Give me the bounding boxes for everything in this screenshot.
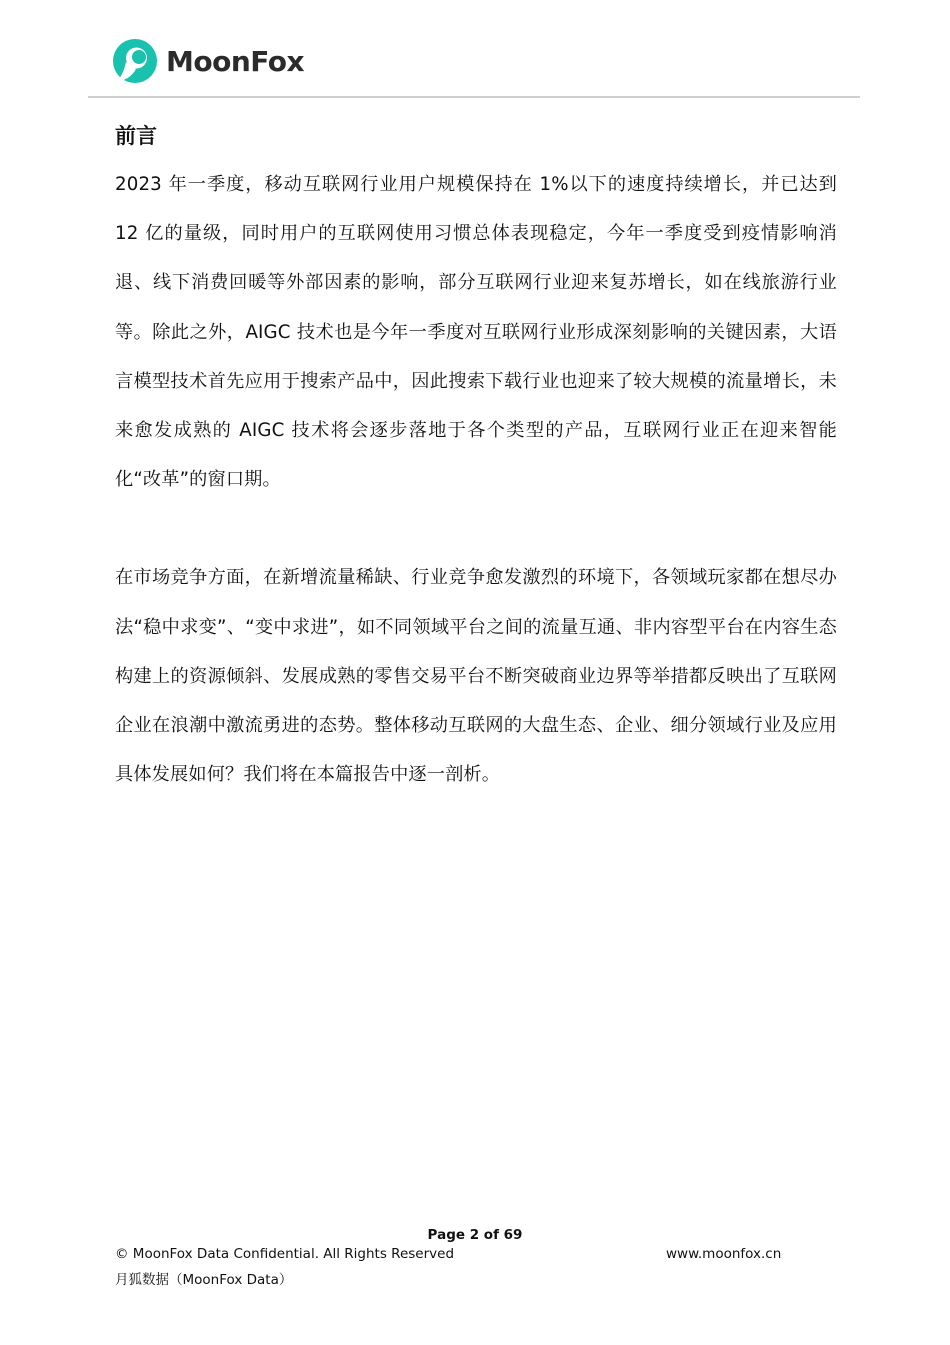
- company-name-cn: 月狐数据（MoonFox Data）: [115, 1272, 293, 1288]
- page-number: Page 2 of 69: [427, 1227, 523, 1243]
- moonfox-logo-icon: [112, 38, 158, 84]
- paragraph-2: 在市场竞争方面，在新增流量稀缺、行业竞争愈发激烈的环境下，各领域玩家都在想尽办法“稳中求变”、“变中求进”，如不同领域平台之间的流量互通、非内容型平台在内容生态构建上的资源倾斜、发展成熟的零售交易平台不断突破商业边界等举措都反映出了互联网企业在浪潮中激流勇进的态势。整体移动互联网的大盘生态、企业、细分领域行业及应用具体发展如何？我们将在本篇报告中逐一剖析。: [115, 567, 837, 786]
- moonfox-logo: [112, 37, 304, 85]
- logo-wordmark: MoonFox: [166, 44, 305, 78]
- page-header: [0, 0, 950, 97]
- document-body: [115, 118, 837, 799]
- paragraph-1: 2023 年一季度，移动互联网行业用户规模保持在 1%以下的速度持续增长，并已达到 12 亿的量级，同时用户的互联网使用习惯总体表现稳定，今年一季度受到疫情影响消退、线下消费回暖等外部因素的影响，部分互联网行业迎来复苏增长，如在线旅游行业等。除此之外，AIGC 技术也是今年一季度对互联网行业形成深刻影响的关键因素，大语言模型技术首先应用于搜索产品中，因此搜索下载行业也迎来了较大规模的流量增长，未来愈发成熟的 AIGC 技术将会逐步落地于各个类型的产品，互联网行业正在迎来智能化“改革”的窗口期。: [115, 174, 837, 491]
- copyright-notice: © MoonFox Data Confidential. All Rights Reserved: [115, 1246, 455, 1262]
- section-title: 前言: [115, 124, 157, 148]
- website-link[interactable]: www.moonfox.cn: [666, 1246, 782, 1262]
- header-divider: [88, 96, 860, 98]
